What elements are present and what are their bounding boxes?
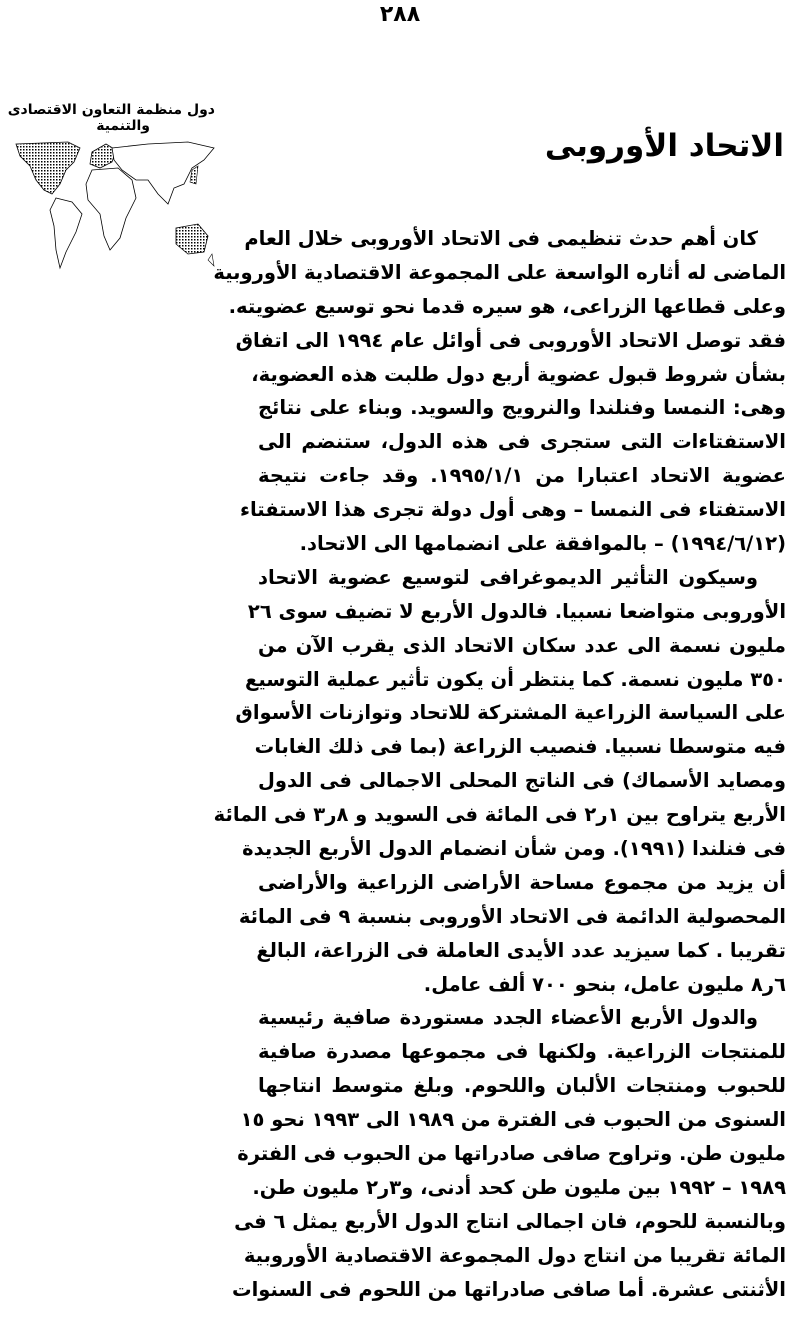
text-line: الماضى له أثاره الواسعة على المجموعة الاقتصادية الأوروبية xyxy=(213,260,786,284)
text-line: والدول الأربع الأعضاء الجدد مستوردة صافية رئيسية xyxy=(258,1006,758,1030)
text-line: الاستفتاءات التى ستجرى فى هذه الدول، ستنضم الى xyxy=(258,430,786,454)
text-line: فقد توصل الاتحاد الأوروبى فى أوائل عام ١٩٩٤ الى اتفاق xyxy=(235,328,786,352)
text-line: ٣٥٠ مليون نسمة. كما ينتظر أن يكون تأثير عملية التوسيع xyxy=(245,667,786,691)
section-title: الاتحاد الأوروبى xyxy=(544,128,784,164)
text-line: أن يزيد من مجموع مساحة الأراضى الزراعية والأراضى xyxy=(258,870,786,894)
text-line: ومصايد الأسماك) فى الناتج المحلى الاجمالى فى الدول xyxy=(258,769,786,793)
text-line: مليون طن. وتراوح صافى صادراتها من الحبوب فى الفترة xyxy=(237,1142,786,1166)
article-body xyxy=(213,222,786,1307)
text-line: عضوية الاتحاد اعتبارا من ١٩٩٥/١/١. وقد جاءت نتيجة xyxy=(258,464,786,488)
text-line: على السياسة الزراعية المشتركة للاتحاد وتوازنات الأسواق xyxy=(235,701,786,725)
world-map-illustration xyxy=(8,140,218,270)
text-line: ١٩٨٩ – ١٩٩٢ بين مليون طن كحد أدنى، و٣ر٢ مليون طن. xyxy=(252,1175,786,1199)
text-line: المائة تقريبا من انتاج دول المجموعة الاقتصادية الأوروبية xyxy=(243,1243,786,1267)
text-line: وهى: النمسا وفنلندا والنرويج والسويد. وبناء على نتائج xyxy=(258,396,786,420)
text-line: الأثنتى عشرة. أما صافى صادراتها من اللحوم فى السنوات xyxy=(231,1277,786,1301)
africa-shape xyxy=(86,168,136,250)
sidebar-caption-line1: دول منظمة التعاون الاقتصادى xyxy=(7,102,215,118)
text-line: ٦ر٨ مليون عامل، بنحو ٧٠٠ ألف عامل. xyxy=(423,972,786,996)
north-america-shape xyxy=(16,142,80,194)
text-line: مليون نسمة الى عدد سكان الاتحاد الذى يقرب الآن من xyxy=(258,633,786,657)
text-line: (١٩٩٤/٦/١٢) – بالموافقة على انضمامها الى الاتحاد. xyxy=(299,532,786,556)
text-line: فيه متوسطا نسبيا. فنصيب الزراعة (بما فى ذلك الغابات xyxy=(254,735,786,759)
text-line: الاستفتاء فى النمسا – وهى أول دولة تجرى هذا الاستفتاء xyxy=(239,498,786,522)
text-line: بشأن شروط قبول عضوية أربع دول طلبت هذه العضوية، xyxy=(251,362,786,386)
text-line: الأربع يتراوح بين ١ر٢ فى المائة فى السويد و ٨ر٣ فى المائة xyxy=(213,803,786,827)
text-line: الأوروبى متواضعا نسبيا. فالدول الأربع لا تضيف سوى ٢٦ xyxy=(247,599,786,623)
page-number: ٢٨٨ xyxy=(379,2,421,27)
text-line: للحبوب ومنتجات الألبان واللحوم. وبلغ متوسط انتاجها xyxy=(258,1074,786,1098)
text-line: تقريبا . كما سيزيد عدد الأيدى العاملة فى الزراعة، البالغ xyxy=(256,938,786,962)
text-line: وسيكون التأثير الديموغرافى لتوسيع عضوية الاتحاد xyxy=(258,565,758,589)
text-line: السنوى من الحبوب فى الفترة من ١٩٨٩ الى ١٩٩٣ نحو ١٥ xyxy=(240,1108,786,1132)
australia-shape xyxy=(176,224,208,254)
text-line: وعلى قطاعها الزراعى، هو سيره قدما نحو توسيع عضويته. xyxy=(228,294,786,318)
south-america-shape xyxy=(50,198,82,268)
text-line: فى فنلندا (١٩٩١). ومن شأن انضمام الدول الأربع الجديدة xyxy=(242,837,786,861)
text-line: المحصولية الدائمة فى الاتحاد الأوروبى بنسبة ٩ فى المائة xyxy=(238,904,786,928)
text-line: وبالنسبة للحوم، فان اجمالى انتاج الدول الأربع يمثل ٦ فى xyxy=(234,1209,786,1233)
text-line: للمنتجات الزراعية. ولكنها فى مجموعها مصدرة صافية xyxy=(258,1040,786,1064)
sidebar-caption-line2: والتنمية xyxy=(96,118,150,134)
text-line: كان أهم حدث تنظيمى فى الاتحاد الأوروبى خلال العام xyxy=(244,227,758,250)
